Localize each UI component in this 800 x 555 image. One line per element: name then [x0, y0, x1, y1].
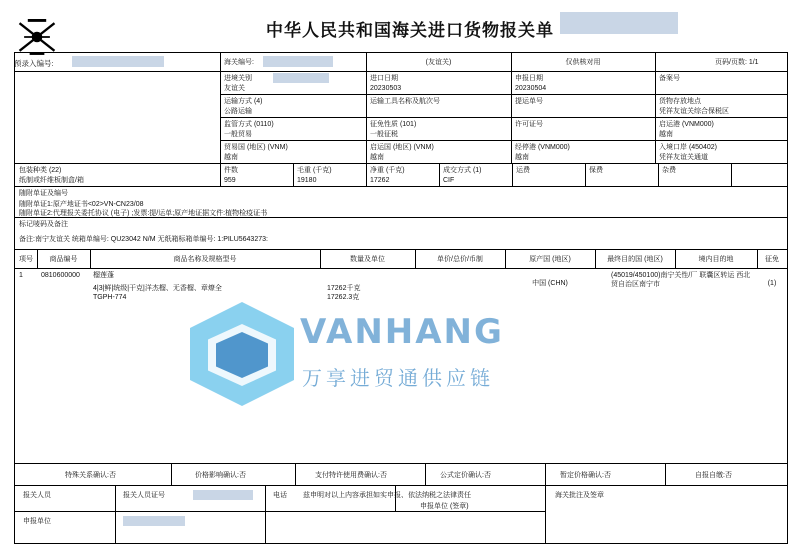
customs-use-only-label: 仅供核对用	[565, 59, 601, 66]
supervision-mode-label: 监管方式 (0110)	[224, 121, 274, 128]
import-customs-redaction	[273, 73, 329, 83]
item-qty-secondary: 17262.3克	[327, 294, 360, 301]
phone-label: 电话	[273, 492, 287, 499]
title-redaction-block	[560, 12, 678, 34]
item-spec-line-1: 4|3|鲜|统级|干克|洋杰榴、无香榴、章燎全	[93, 285, 222, 292]
attached-doc-line-2: 随附单证2:代理报关委托协议 (电子) ;发票:提/运单;原产地证据文件:植物检疫证书	[19, 210, 268, 217]
attached-doc-line-1: 随附单证1:原产地证书<02>VN-CN23/08	[19, 201, 144, 208]
col-header-origin: 原产国 (地区)	[529, 256, 571, 263]
declarant-label: 报关人员	[23, 492, 51, 499]
net-weight-value: 17262	[370, 177, 390, 184]
storage-location-label: 货物存放地点	[659, 98, 701, 105]
col-header-price: 单价/总价/币制	[437, 256, 483, 263]
entry-port-value: 凭祥友谊关通道	[659, 154, 708, 161]
item-qty: 17262千克	[327, 285, 361, 292]
col-header-no: 项号	[19, 256, 33, 263]
package-type-value: 纸制或纤维板制盒/箱	[19, 177, 84, 184]
item-no: 1	[19, 272, 23, 279]
customs-approval-label: 海关批注及签章	[555, 492, 604, 499]
origin-country-label: 启运国 (地区) (VNM)	[370, 144, 434, 151]
pre-entry-number-label: 预录入编号:	[14, 59, 54, 68]
page-title: 中华人民共和国海关进口货物报关单	[266, 21, 554, 41]
waybill-label: 提运单号	[515, 98, 543, 105]
item-spec-line-2: TGPH-774	[93, 294, 127, 301]
declaring-unit-label: 申报单位	[23, 518, 51, 525]
declaring-unit-redaction	[123, 516, 185, 526]
gross-weight-value: 19180	[297, 177, 317, 184]
package-type-label: 包装种类 (22)	[19, 167, 62, 174]
insurance-label: 保费	[589, 167, 603, 174]
watermark-hex-outer-icon	[190, 302, 294, 406]
item-code: 0810600000	[41, 272, 80, 279]
watermark-hex-inner-icon	[216, 332, 268, 378]
port-label: (友谊关)	[425, 59, 452, 66]
departure-port-value: 越南	[659, 131, 673, 138]
customs-number-label: 海关编号:	[224, 59, 254, 66]
gross-weight-label: 毛重 (千克)	[297, 167, 332, 174]
attached-docs-label: 随附单证及编号	[19, 190, 68, 197]
import-date-label: 进口日期	[370, 75, 398, 82]
trade-country-label: 贸易国 (地区) (VNM)	[224, 144, 288, 151]
declaration-statement: 兹申明对以上内容承担如实申报、依法纳税之法律责任	[303, 492, 471, 499]
declaration-table	[14, 52, 788, 544]
confirm-price-influence: 价格影响确认:否	[195, 472, 246, 479]
trade-terms-value: CIF	[443, 177, 455, 184]
trade-terms-label: 成交方式 (1)	[443, 167, 482, 174]
departure-port-label: 启运港 (VNM000)	[659, 121, 714, 128]
confirm-royalty: 支付特许使用费确认:否	[315, 472, 387, 479]
item-origin-country: 中国 (CHN)	[532, 280, 568, 287]
record-number-label: 备案号	[659, 75, 680, 82]
net-weight-label: 净重 (千克)	[370, 167, 405, 174]
confirm-special-relation: 特殊关系确认:否	[65, 472, 116, 479]
pieces-value: 959	[224, 177, 236, 184]
page-indicator: 页码/页数: 1/1	[715, 59, 759, 66]
col-header-qty-unit: 数量及单位	[350, 256, 385, 263]
confirm-formula-pricing: 公式定价确认:否	[440, 472, 491, 479]
item-domestic-destination: (45019/450100)南宁关性/厂 联囊区转运 西北贸自治区南宁市	[611, 272, 751, 288]
freight-label: 运费	[516, 167, 530, 174]
transit-port-label: 经停港 (VNM000)	[515, 144, 570, 151]
license-label: 许可证号	[515, 121, 543, 128]
confirm-provisional-price: 暂定价格确认:否	[560, 472, 611, 479]
transit-port-value: 越南	[515, 154, 529, 161]
declarant-cert-label: 报关人员证号	[123, 492, 165, 499]
supervision-mode-value: 一般贸易	[224, 131, 252, 138]
marks-remarks-line-1: 备注:南宁友谊关 统箱单编号: QU23042 N/M 无纸箱标箱单编号: 1:PILU5643273:	[19, 236, 268, 243]
customs-number-redaction	[263, 56, 333, 67]
col-header-destination: 最终目的国 (地区)	[607, 256, 663, 263]
declarant-cert-redaction	[193, 490, 253, 500]
watermark-text-cn: 万享进贸通供应链	[302, 366, 494, 390]
watermark-hex-mid-icon	[208, 324, 276, 386]
levy-nature-label: 征免性质 (101)	[370, 121, 417, 128]
item-levy: (1)	[767, 280, 777, 287]
levy-nature-value: 一般征税	[370, 131, 398, 138]
declaration-signature-label: 申报单位 (签章)	[420, 503, 469, 510]
vessel-label: 运输工具名称及航次号	[370, 98, 440, 105]
declare-date-value: 20230504	[515, 85, 547, 92]
col-header-domestic-destination: 境内目的地	[698, 256, 734, 263]
transport-mode-value: 公路运输	[224, 108, 252, 115]
import-date-value: 20230503	[370, 85, 402, 92]
col-header-goods-code: 商品编号	[49, 256, 78, 263]
origin-country-value: 越南	[370, 154, 384, 161]
marks-remarks-label: 标记唛码及备注	[19, 221, 68, 228]
pieces-label: 件数	[224, 167, 238, 174]
declare-date-label: 申报日期	[515, 75, 543, 82]
watermark	[190, 298, 620, 418]
misc-fee-label: 杂费	[662, 167, 676, 174]
entry-port-label: 入境口岸 (450402)	[659, 144, 717, 151]
trade-country-value: 越南	[224, 154, 238, 161]
import-customs-value: 友谊关	[224, 85, 245, 92]
item-name: 榴莲蓬	[93, 272, 114, 279]
transport-mode-label: 运输方式 (4)	[224, 98, 263, 105]
col-header-name-spec: 商品名称及规格型号	[173, 256, 237, 263]
col-header-levy: 征免	[765, 256, 779, 263]
watermark-text-en: VANHANG	[300, 312, 504, 352]
import-customs-label: 进境关别	[224, 75, 252, 82]
storage-location-value: 凭祥友谊关综合保税区	[659, 108, 729, 115]
confirm-self-declaration: 自报自缴:否	[695, 472, 732, 479]
